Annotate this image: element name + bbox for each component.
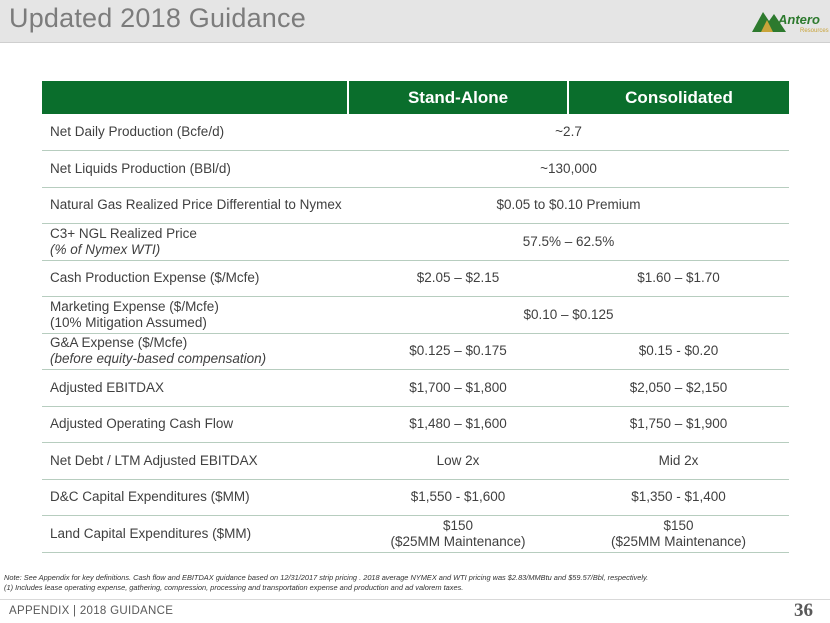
- row-label-cell: [42, 333, 348, 370]
- row-label-sub: (% of Nymex WTI): [50, 241, 161, 257]
- row-label-sub: (10% Mitigation Assumed): [50, 314, 207, 330]
- table-row: [42, 224, 789, 261]
- row-value-merged: ~2.7: [348, 114, 789, 151]
- row-value-standalone-cell: [348, 516, 568, 553]
- row-value-standalone: $2.05 – $2.15: [348, 260, 568, 297]
- guidance-table: [42, 81, 789, 553]
- table-row: [42, 516, 789, 553]
- row-value-merged: 57.5% – 62.5%: [348, 224, 789, 261]
- row-value-standalone: $1,480 – $1,600: [348, 406, 568, 443]
- row-value-consolidated: $1,350 - $1,400: [568, 479, 789, 516]
- row-label: Natural Gas Realized Price Differential to Nymex: [42, 187, 348, 224]
- row-value-consolidated: $0.15 - $0.20: [568, 333, 789, 370]
- footer-divider: [0, 599, 830, 600]
- table-row: [42, 151, 789, 188]
- row-label: Adjusted EBITDAX: [42, 370, 348, 407]
- row-value-consolidated-cell: [568, 516, 789, 553]
- row-value-consolidated: $150: [663, 517, 694, 533]
- row-value-standalone-sub: ($25MM Maintenance): [390, 533, 526, 549]
- row-label: Adjusted Operating Cash Flow: [42, 406, 348, 443]
- row-value-merged: $0.05 to $0.10 Premium: [348, 187, 789, 224]
- header-consolidated: Consolidated: [568, 81, 789, 114]
- row-value-consolidated-sub: ($25MM Maintenance): [610, 533, 747, 549]
- title-bar: [0, 0, 830, 43]
- footnotes: [4, 573, 804, 592]
- logo-wordmark: Antero: [778, 12, 820, 27]
- row-value-consolidated: Mid 2x: [568, 443, 789, 480]
- footnote-1: (1) Includes lease operating expense, gathering, compression, processing and transportation expense and production and ad valorem taxes.: [4, 582, 464, 592]
- table-row: [42, 443, 789, 480]
- row-value-standalone: $1,700 – $1,800: [348, 370, 568, 407]
- row-label: Marketing Expense ($/Mcfe): [50, 298, 219, 314]
- header-blank: [42, 81, 348, 114]
- company-logo: [752, 4, 829, 38]
- row-value-standalone: $1,550 - $1,600: [348, 479, 568, 516]
- table-row: [42, 297, 789, 334]
- table-row: [42, 187, 789, 224]
- row-value-merged: ~130,000: [348, 151, 789, 188]
- row-value-consolidated: $1,750 – $1,900: [568, 406, 789, 443]
- row-label-cell: [42, 297, 348, 334]
- row-label: C3+ NGL Realized Price: [50, 225, 197, 241]
- row-label: Net Debt / LTM Adjusted EBITDAX: [42, 443, 348, 480]
- page-number: 36: [794, 600, 813, 621]
- row-label: D&C Capital Expenditures ($MM): [42, 479, 348, 516]
- table-row: [42, 406, 789, 443]
- footer-section-label: APPENDIX | 2018 GUIDANCE: [9, 605, 174, 617]
- table-header-row: [42, 81, 789, 114]
- page-title: Updated 2018 Guidance: [9, 3, 306, 33]
- table-row: [42, 260, 789, 297]
- table-row: [42, 333, 789, 370]
- table-row: [42, 370, 789, 407]
- row-value-standalone: Low 2x: [348, 443, 568, 480]
- table-row: [42, 479, 789, 516]
- row-label: G&A Expense ($/Mcfe): [50, 335, 188, 351]
- row-value-consolidated: $2,050 – $2,150: [568, 370, 789, 407]
- row-value-standalone: $150: [442, 517, 474, 533]
- header-standalone: Stand-Alone: [348, 81, 568, 114]
- logo-subtext: Resources: [800, 28, 829, 34]
- footnote-note: Note: See Appendix for key definitions. Cash flow and EBITDAX guidance based on 12/31/2017 strip pricing . 2018 average NYMEX and WTI pricing was $2.83/MMBtu and $59.57/Bbl, respectively.: [4, 573, 649, 582]
- row-value-standalone: $0.125 – $0.175: [348, 333, 568, 370]
- row-label: Net Daily Production (Bcfe/d): [42, 114, 348, 151]
- row-label: Net Liquids Production (BBl/d): [42, 151, 348, 188]
- row-label-cell: [42, 224, 348, 261]
- row-label: Cash Production Expense ($/Mcfe): [42, 260, 348, 297]
- row-label: Land Capital Expenditures ($MM): [42, 516, 348, 553]
- row-value-merged: $0.10 – $0.125: [348, 297, 789, 334]
- table-row: [42, 114, 789, 151]
- row-value-consolidated: $1.60 – $1.70: [568, 260, 789, 297]
- row-label-sub: (before equity-based compensation): [50, 351, 267, 367]
